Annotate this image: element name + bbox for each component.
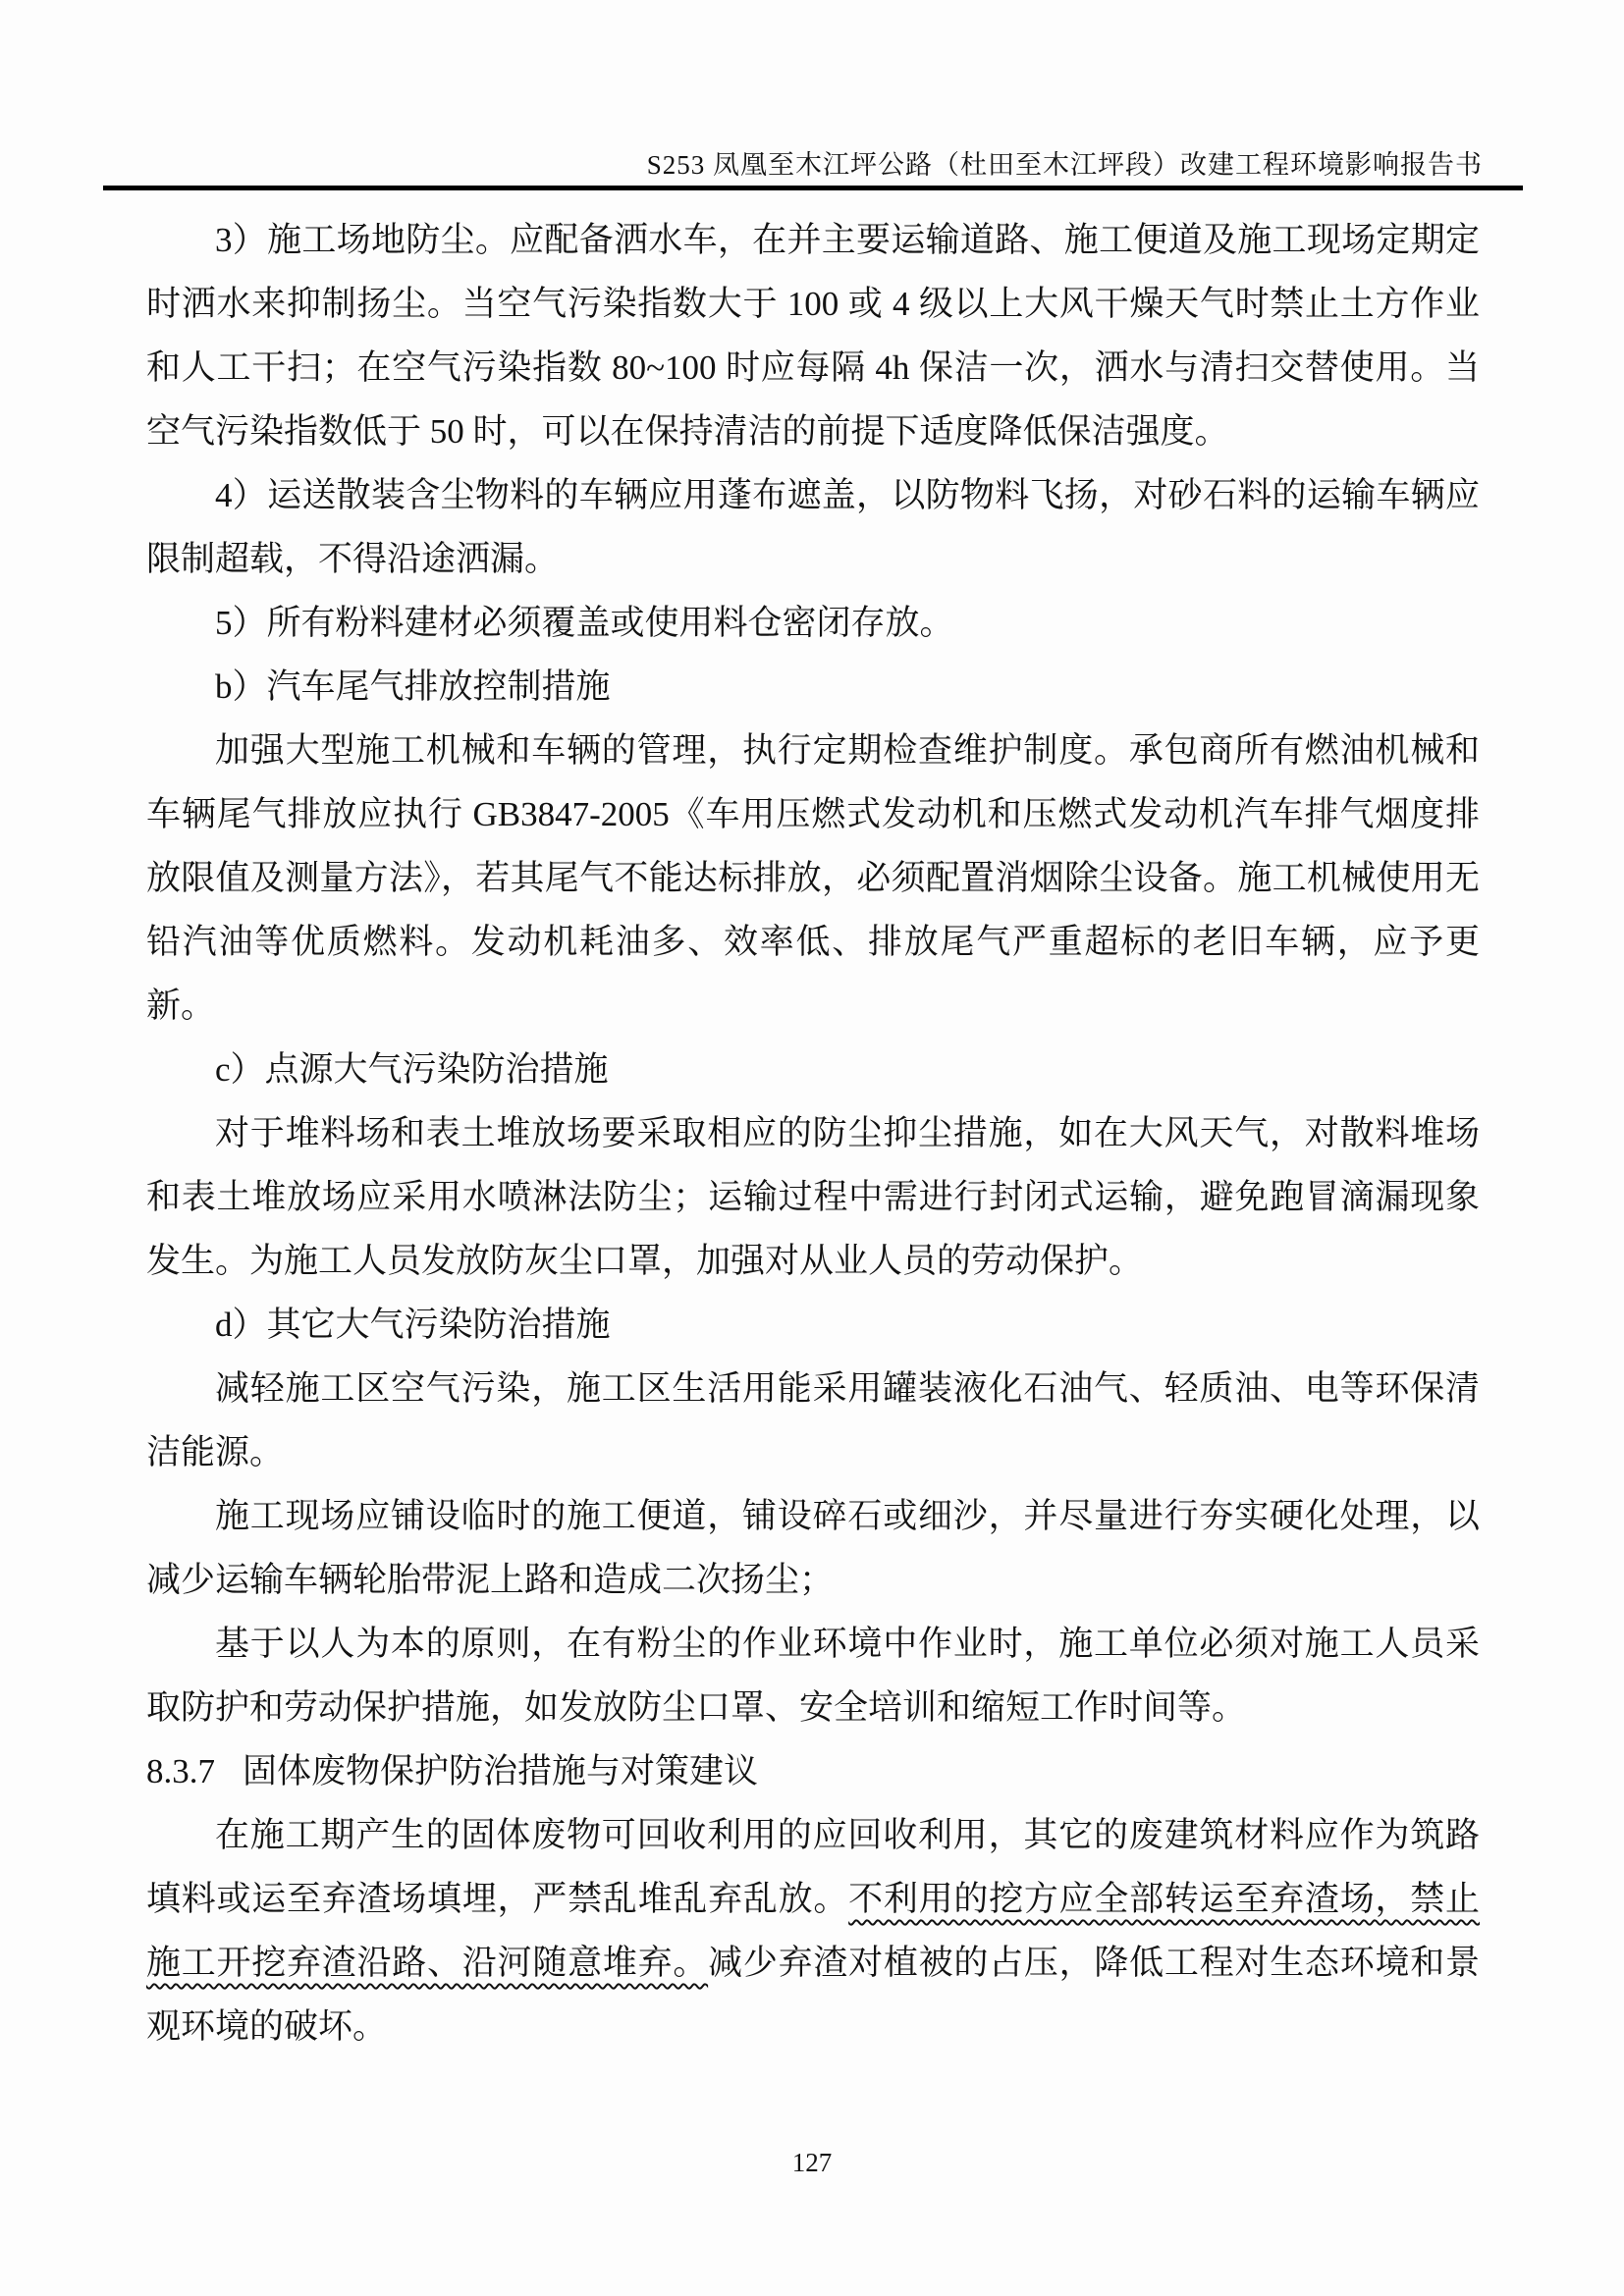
document-body [146,208,1480,2058]
paragraph-exhaust-control-heading: b）汽车尾气排放控制措施 [215,667,611,706]
paragraph-worker-protection: 基于以人为本的原则，在有粉尘的作业环境中作业时，施工单位必须对施工人员采取防护和劳动保护措施，如发放防尘口罩、安全培训和缩短工作时间等。 [146,1625,1480,1727]
section-number: 8.3.7 [146,1752,215,1790]
section-heading [146,1739,1480,1803]
paragraph-clean-energy: 减轻施工区空气污染，施工区生活用能采用罐装液化石油气、轻质油、电等环保清洁能源。 [146,1369,1480,1471]
section-title: 固体废物保护防治措施与对策建议 [243,1752,759,1790]
header-rule [103,186,1523,190]
header-title: S253 凤凰至木江坪公路（杜田至木江坪段）改建工程环境影响报告书 [646,150,1483,180]
paragraph-powder-material: 5）所有粉料建材必须覆盖或使用料仓密闭存放。 [215,604,954,642]
page-number: 127 [791,2148,833,2177]
underlined-text: 不利用的挖方应全部转运至弃渣场，禁止施工开挖弃渣沿路、沿河随意堆弃。 [146,1880,1480,1982]
paragraph-solid-waste [146,1803,1480,2058]
paragraph-dust-site: 3）施工场地防尘。应配备洒水车，在并主要运输道路、施工便道及施工现场定期定时洒水来抑制扬尘。当空气污染指数大于 100 或 4 级以上大风干燥天气时禁止土方作业和人工干扫；在空气污染指数 80~100 时应每隔 4h 保洁一次，洒水与清扫交替使用。当空气污染指数低于 50 时，可以在保持清洁的前提下适度降低保洁强度。 [146,221,1480,451]
paragraph-machinery-management: 加强大型施工机械和车辆的管理，执行定期检查维护制度。承包商所有燃油机械和车辆尾气排放应执行 GB3847-2005《车用压燃式发动机和压燃式发动机汽车排气烟度排放限值及测量方法》，若其尾气不能达标排放，必须配置消烟除尘设备。施工机械使用无铅汽油等优质燃料。发动机耗油多、效率低、排放尾气严重超标的老旧车辆，应予更新。 [146,731,1480,1025]
paragraph-temporary-road: 施工现场应铺设临时的施工便道，铺设碎石或细沙，并尽量进行夯实硬化处理，以减少运输车辆轮胎带泥上路和造成二次扬尘； [146,1497,1480,1599]
paragraph-bulk-material-transport: 4）运送散装含尘物料的车辆应用蓬布遮盖，以防物料飞扬，对砂石料的运输车辆应限制超载，不得沿途洒漏。 [146,476,1480,578]
paragraph-other-air-pollution-heading: d）其它大气污染防治措施 [215,1306,611,1344]
paragraph-point-source-heading: c）点源大气污染防治措施 [215,1050,609,1089]
paragraph-stockpile-dust: 对于堆料场和表土堆放场要采取相应的防尘抑尘措施，如在大风天气，对散料堆场和表土堆放场应采用水喷淋法防尘；运输过程中需进行封闭式运输，避免跑冒滴漏现象发生。为施工人员发放防灰尘口罩，加强对从业人员的劳动保护。 [146,1114,1480,1280]
solid-waste-text: 在施工期产生的固体废物可回收利用的应回收利用，其它的废建筑材料应作为筑路填料或运至弃渣场填埋，严禁乱堆乱弃乱放。 [146,1816,1480,1918]
solid-waste-text-end: 减少弃渣对植被的占压，降低工程对生态环境和景观环境的破坏。 [146,1944,1480,2046]
